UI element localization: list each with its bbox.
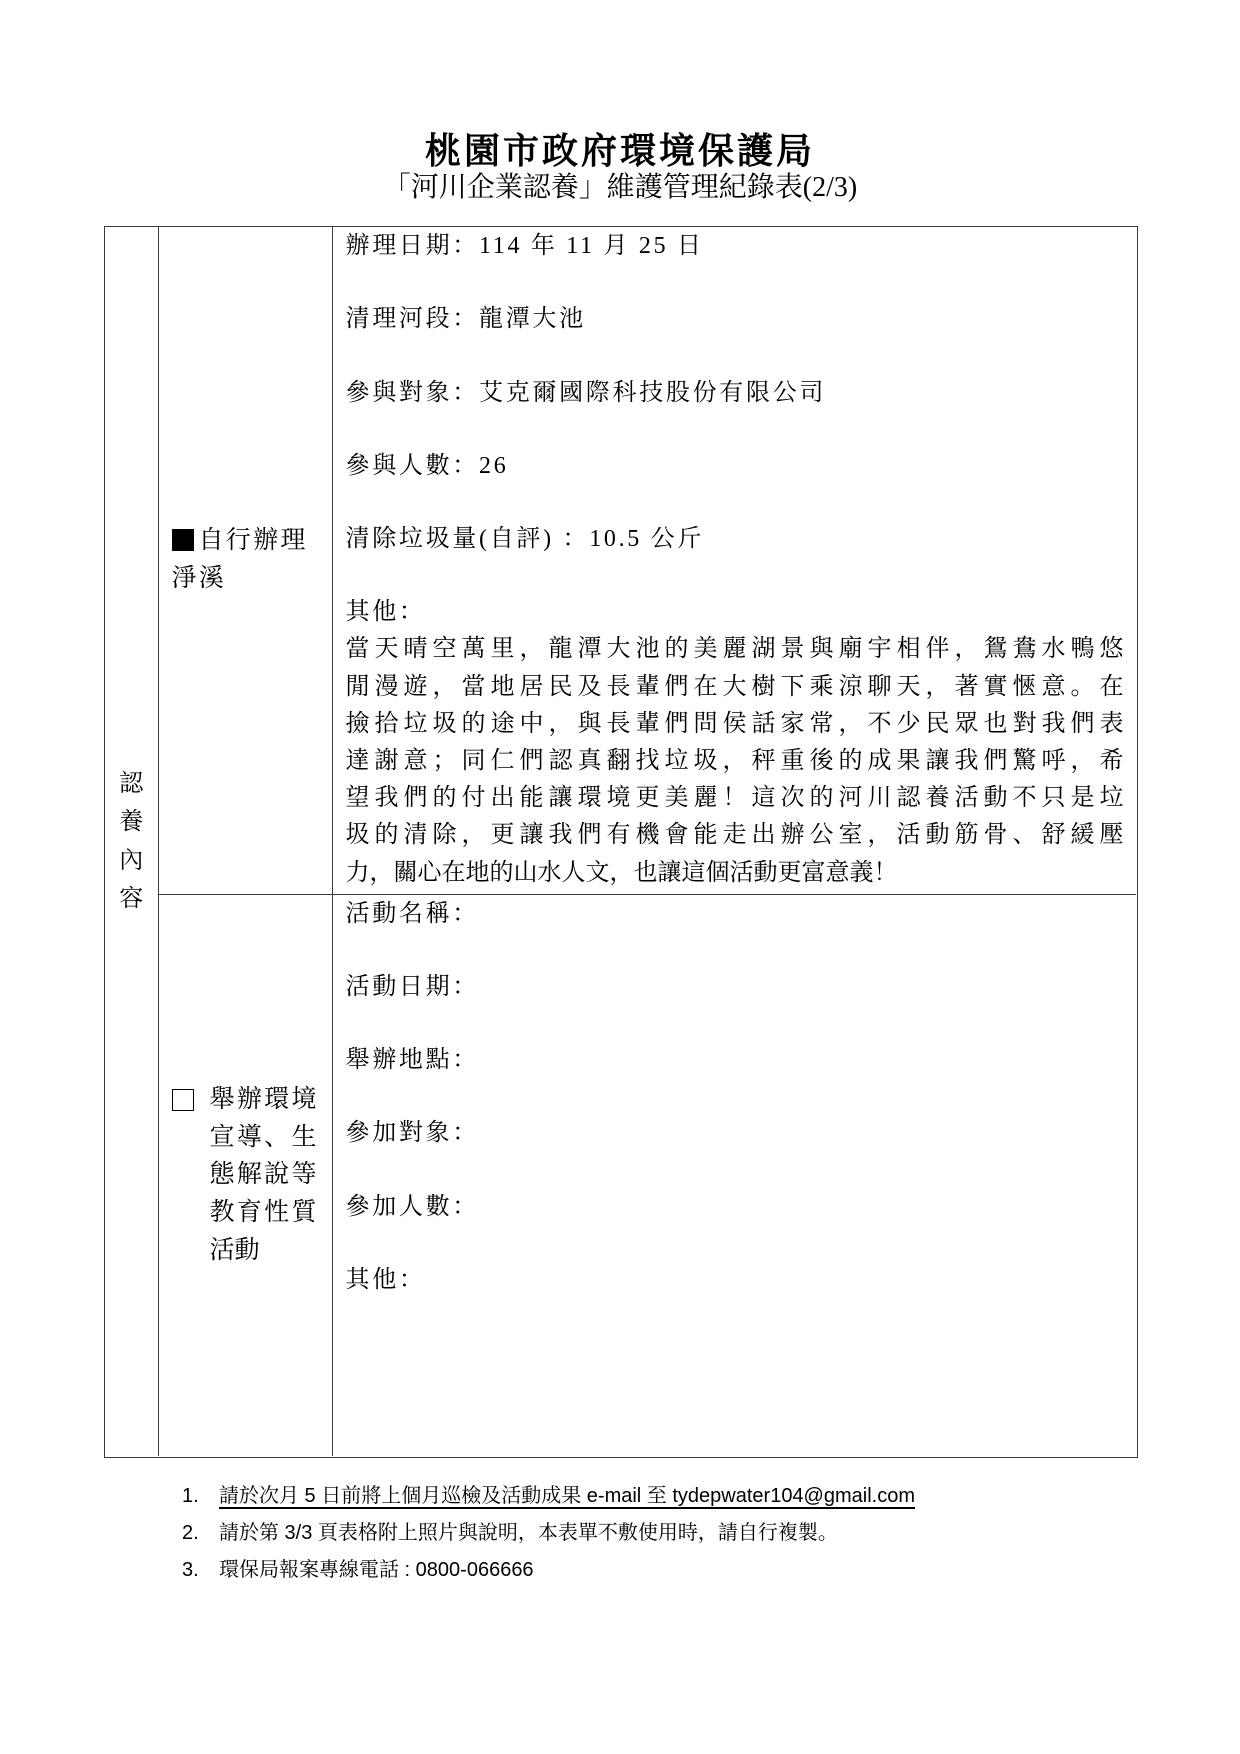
trash-amount-field bbox=[346, 521, 1137, 594]
note-item bbox=[182, 1515, 1182, 1552]
education-activity-label-line: 活動 bbox=[209, 1236, 260, 1264]
other-notes-line: 當天晴空萬里，龍潭大池的美麗湖景與廟宇相伴，鴛鴦水鴨悠 bbox=[345, 636, 1124, 663]
activity-name-label: 活動名稱： bbox=[345, 900, 479, 927]
other-notes-line: 圾的清除，更讓我們有機會能走出辦公室，活動筋骨、舒緩壓 bbox=[345, 822, 1124, 849]
participant-org-label: 參與對象： bbox=[345, 379, 479, 406]
education-activity-option bbox=[172, 1081, 317, 1269]
participant-count-field bbox=[346, 448, 1137, 521]
self-cleanup-option-cell bbox=[159, 227, 333, 895]
education-activity-label-line: 宣導、生 bbox=[209, 1123, 317, 1151]
education-activity-label-line: 教育性質 bbox=[209, 1199, 317, 1227]
note-item bbox=[182, 1552, 1182, 1589]
other-notes-line: 閒漫遊，當地居民及長輩們在大樹下乘涼聊天，著實愜意。在 bbox=[345, 673, 1124, 700]
other-notes-line: 撿拾垃圾的途中，與長輩們問侯話家常，不少民眾也對我們表 bbox=[345, 710, 1124, 737]
activity-date-label: 活動日期： bbox=[345, 973, 479, 1000]
education-activity-option-cell bbox=[159, 895, 333, 1457]
page-title: 桃園市政府環境保護局 bbox=[424, 130, 815, 172]
footnotes bbox=[182, 1478, 1182, 1589]
other-notes-line: 望我們的付出能讓環境更美麗！這次的河川認養活動不只是垃 bbox=[345, 785, 1124, 812]
self-cleanup-checkbox bbox=[172, 529, 194, 551]
participant-org-value: 艾克爾國際科技股份有限公司 bbox=[479, 379, 827, 406]
section-label-cell bbox=[105, 227, 159, 1456]
education-activity-checkbox bbox=[172, 1089, 194, 1111]
participant-count-value: 26 bbox=[479, 452, 509, 479]
river-section-value: 龍潭大池 bbox=[479, 306, 586, 333]
note-text: 請於第 3/3 頁表格附上照片與說明，本表單不敷使用時，請自行複製。 bbox=[219, 1522, 838, 1544]
adoption-record-table bbox=[104, 226, 1138, 1458]
activity-location-label: 舉辦地點： bbox=[345, 1047, 479, 1074]
note-number: 2. bbox=[182, 1522, 199, 1544]
note-text: 請於次月 5 日前將上個月巡檢及活動成果 e-mail 至 tydepwater104@gmail.com bbox=[219, 1485, 915, 1507]
self-cleanup-label-line: 自行辦理 bbox=[198, 527, 308, 555]
cleanup-date-field bbox=[346, 228, 1137, 301]
other-notes-label: 其他： bbox=[345, 599, 426, 626]
note-number: 3. bbox=[182, 1559, 199, 1581]
education-activity-label-line: 態解說等 bbox=[209, 1161, 317, 1189]
activity-audience-label: 參加對象： bbox=[345, 1120, 479, 1147]
other-notes-paragraph bbox=[346, 631, 1137, 891]
participant-org-field bbox=[346, 375, 1137, 448]
page-subtitle: 「河川企業認養」維護管理紀錄表(2/3) bbox=[382, 172, 858, 203]
education-activity-label-line: 舉辦環境 bbox=[209, 1086, 317, 1114]
river-section-field bbox=[346, 301, 1137, 374]
self-cleanup-details-cell bbox=[333, 227, 1137, 895]
note-item bbox=[182, 1478, 1182, 1515]
note-number: 1. bbox=[182, 1485, 199, 1507]
education-activity-details-cell bbox=[333, 895, 1137, 1457]
participant-count-label: 參與人數： bbox=[345, 452, 479, 479]
note-text: 環保局報案專線電話 : 0800-066666 bbox=[219, 1559, 534, 1581]
activity-other-label: 其他： bbox=[345, 1266, 426, 1293]
cleanup-date-label: 辦理日期： bbox=[345, 233, 479, 259]
self-cleanup-option bbox=[172, 522, 308, 598]
trash-amount-label: 清除垃圾量(自評) ： bbox=[345, 526, 590, 553]
other-notes-line: 力，關心在地的山水人文，也讓這個活動更富意義！ bbox=[345, 859, 898, 886]
other-notes-line: 達謝意；同仁們認真翻找垃圾，秤重後的成果讓我們驚呼，希 bbox=[345, 748, 1124, 775]
section-label: 認養內容 bbox=[119, 770, 144, 912]
cleanup-date-value: 114 年 11 月 25 日 bbox=[479, 233, 704, 259]
activity-attendee-count-label: 參加人數： bbox=[345, 1193, 479, 1220]
river-section-label: 清理河段： bbox=[345, 306, 479, 333]
trash-amount-value: 10.5 公斤 bbox=[589, 526, 705, 553]
self-cleanup-label-line: 淨溪 bbox=[171, 565, 227, 593]
education-activity-label bbox=[210, 1081, 317, 1269]
